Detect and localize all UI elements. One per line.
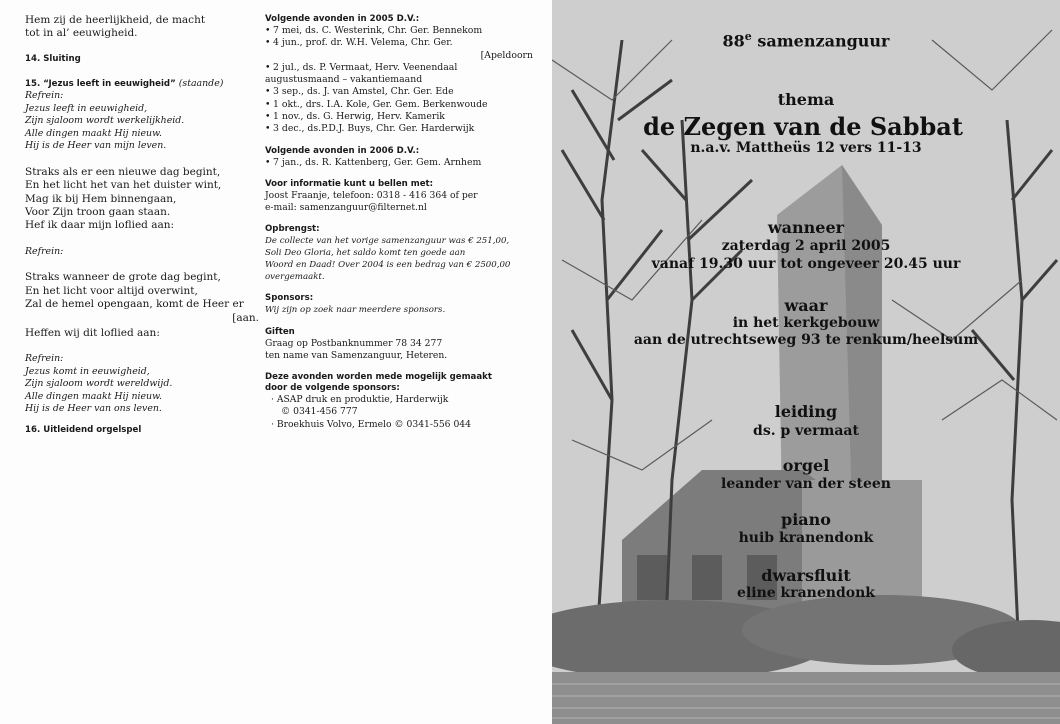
text-line: Zijn sjaloom wordt werkelijkheid. [25, 115, 185, 127]
piano-label: piano [781, 510, 831, 529]
item-16: 16. Uitleidend orgelspel [25, 424, 142, 435]
text-line: Hef ik daar mijn loflied aan: [25, 219, 175, 232]
text-line: Straks als er een nieuwe dag begint, [25, 165, 221, 178]
text-line: Heffen wij dit loflied aan: [25, 326, 160, 339]
stanza-1 [25, 166, 257, 233]
list-item: • 3 dec., ds.P.D.J. Buys, Chr. Ger. Harderwijk [265, 123, 533, 135]
text-line: tot in al’ eeuwigheid. [25, 27, 138, 40]
list-item: • 7 jan., ds. R. Kattenberg, Ger. Gem. Arnhem [265, 157, 533, 169]
text-line: De collecte van het vorige samenzanguur was € 251,00, [265, 236, 510, 247]
item-14: 14. Sluiting [25, 53, 81, 64]
heading-info: Voor informatie kunt u bellen met: [265, 178, 434, 189]
sponsor-1: · ASAP druk en produktie, Harderwijk [271, 394, 449, 406]
list-item: • 4 jun., prof. dr. W.H. Velema, Chr. Ger. [265, 37, 533, 49]
edition-suffix: e [744, 30, 752, 43]
text-line: Alle dingen maakt Hij nieuw. [25, 127, 162, 139]
list-item: • 3 sep., ds. J. van Amstel, Chr. Ger. Ede [265, 86, 533, 98]
refrain-label: Refrein: [25, 353, 64, 365]
list-item: • 2 jul., ds. P. Vermaat, Herv. Veenendaal [265, 62, 533, 74]
text-line: Soli Deo Gloria, het saldo komt ten goede aan [265, 248, 466, 259]
text-line: Hij is de Heer van mijn leven. [25, 140, 167, 152]
text-line: e-mail: samenzanguur@filternet.nl [265, 202, 427, 214]
flute-name: eline kranendonk [737, 585, 875, 601]
giften-text [265, 338, 533, 362]
theme-label: thema [777, 90, 835, 109]
text-line: Deze avonden worden mede mogelijk gemaakt [265, 372, 492, 383]
dates-2006 [265, 157, 533, 169]
item-15-title: 15. “Jezus leeft in eeuwigheid” [25, 78, 176, 89]
heading-opbrengst: Opbrengst: [265, 224, 320, 235]
refrain-label-2: Refrein: [25, 245, 64, 257]
verse-end [25, 14, 257, 41]
heading-mogelijk [265, 372, 533, 394]
refrain-label: Refrein: [25, 90, 64, 102]
where-label: waar [784, 296, 828, 315]
text-line: door de volgende sponsors: [265, 383, 400, 394]
organ-label: orgel [782, 456, 830, 475]
text-line: En het licht het van het duister wint, [25, 179, 222, 192]
text-line: Hij is de Heer van ons leven. [25, 403, 162, 415]
text-line: Voor Zijn troon gaan staan. [25, 206, 171, 219]
list-item: • 7 mei, ds. C. Westerink, Chr. Ger. Bennekom [265, 25, 533, 37]
organ-name: leander van der steen [721, 476, 891, 492]
program-column-right [265, 14, 533, 431]
text-line: Hem zij de heerlijkheid, de macht [25, 14, 206, 26]
piano-name: huib kranendonk [738, 530, 874, 546]
item-15-note: (staande) [178, 77, 224, 89]
text-line: [aan. [232, 311, 259, 324]
event-subtitle: n.a.v. Mattheüs 12 vers 11-13 [690, 140, 922, 156]
list-item: [Apeldoorn [480, 49, 533, 61]
text-line: Jezus leeft in eeuwigheid, [25, 102, 148, 114]
sponsors-text: Wij zijn op zoek naar meerdere sponsors. [265, 305, 446, 316]
stanza-2 [25, 271, 257, 340]
flute-label: dwarsfluit [761, 566, 851, 585]
list-item: augustusmaand – vakantiemaand [265, 74, 423, 86]
heading-sponsors: Sponsors: [265, 293, 314, 304]
refrain-3 [25, 353, 257, 416]
text-line: Straks wanneer de grote dag begint, [25, 271, 221, 284]
sponsor-2: · Broekhuis Volvo, Ermelo © 0341-556 044 [271, 418, 471, 430]
edition-number: 88 [722, 31, 745, 51]
when-label: wanneer [767, 218, 845, 237]
text-line: Alle dingen maakt Hij nieuw. [25, 390, 162, 402]
text-line: Zal de hemel opengaan, komt de Heer er [25, 298, 244, 311]
text-line: ten name van Samenzanguur, Heteren. [265, 350, 448, 362]
text-line: Joost Fraanje, telefoon: 0318 - 416 364 of per [265, 189, 478, 201]
list-item: • 1 okt., drs. I.A. Kole, Ger. Gem. Berkenwoude [265, 99, 533, 111]
heading-2005: Volgende avonden in 2005 D.V.: [265, 14, 420, 24]
text-line: Jezus komt in eeuwigheid, [25, 365, 150, 377]
dates-2005 [265, 25, 533, 136]
text-line: overgemaakt. [265, 272, 325, 283]
program-column-left [25, 14, 257, 436]
info-text [265, 190, 533, 214]
opbrengst-text [265, 235, 533, 283]
leader-label: leiding [774, 402, 838, 421]
refrain-1 [25, 90, 257, 153]
edition [552, 30, 1060, 50]
cover-photo-panel [552, 0, 1060, 724]
sponsor-name: Broekhuis Volvo, Ermelo © 0341-556 044 [276, 418, 471, 430]
text-line: Zijn sjaloom wordt wereldwijd. [25, 378, 173, 390]
text-line: Mag ik bij Hem binnengaan, [25, 192, 177, 205]
edition-word: samenzanguur [757, 31, 890, 51]
sponsor-phone: © 0341-456 777 [281, 406, 358, 418]
event-time: vanaf 19.30 uur tot ongeveer 20.45 uur [651, 256, 961, 272]
event-place-2: aan de utrechtseweg 93 te renkum/heelsum [633, 332, 979, 348]
event-date: zaterdag 2 april 2005 [721, 238, 891, 254]
event-title: de Zegen van de Sabbat [643, 112, 963, 141]
heading-giften: Giften [265, 326, 295, 337]
sponsor-name: ASAP druk en produktie, Harderwijk [276, 394, 449, 406]
leader-name: ds. p vermaat [753, 423, 859, 439]
item-15 [25, 78, 257, 91]
text-line: Graag op Postbanknummer 78 34 277 [265, 337, 443, 349]
text-line: Woord en Daad! Over 2004 is een bedrag van € 2500,00 [265, 260, 511, 271]
text-line: En het licht voor altijd overwint, [25, 284, 198, 297]
sponsor-list [265, 394, 533, 431]
event-place-1: in het kerkgebouw [732, 315, 880, 331]
heading-2006: Volgende avonden in 2006 D.V.: [265, 145, 420, 156]
list-item: • 1 nov., ds. G. Herwig, Herv. Kamerik [265, 111, 533, 123]
